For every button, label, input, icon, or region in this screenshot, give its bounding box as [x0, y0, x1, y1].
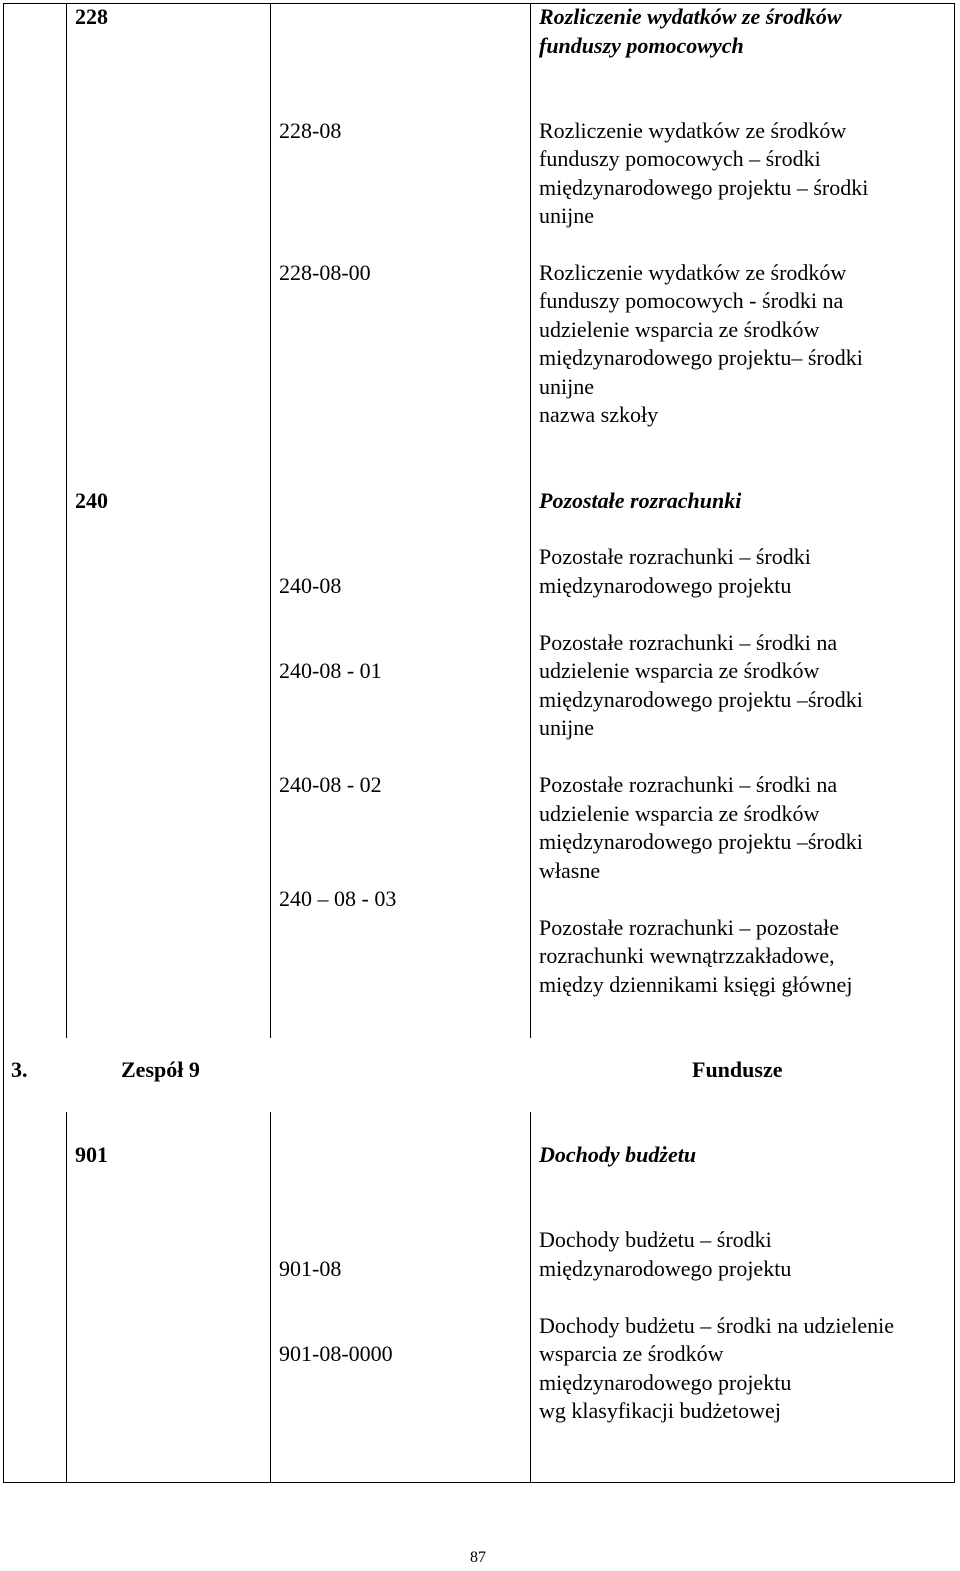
account-228-title-line-2: funduszy pomocowych	[539, 33, 744, 58]
col-divider-1-lower	[66, 1112, 67, 1483]
desc-901-08-0000-line-2: wsparcia ze środków	[539, 1341, 724, 1366]
desc-240-08-01-line-1: Pozostałe rozrachunki – środki na	[539, 630, 838, 655]
col-divider-1-upper	[66, 3, 67, 1038]
desc-228-08-line-4: unijne	[539, 203, 594, 228]
table-right-border	[954, 3, 955, 1483]
desc-901-08-0000-line-1: Dochody budżetu – środki na udzielenie	[539, 1313, 894, 1338]
col-divider-3-lower	[530, 1112, 531, 1483]
code-240-08: 240-08	[279, 573, 342, 598]
desc-240-08-line-1: Pozostałe rozrachunki – środki	[539, 544, 811, 569]
desc-901-08-line-2: międzynarodowego projektu	[539, 1256, 792, 1281]
code-901-08: 901-08	[279, 1256, 342, 1281]
code-901-08-0000: 901-08-0000	[279, 1341, 393, 1366]
page-number: 87	[470, 1549, 486, 1566]
desc-240-08-02-line-2: udzielenie wsparcia ze środków	[539, 801, 820, 826]
desc-228-08-line-3: międzynarodowego projektu – środki	[539, 175, 869, 200]
desc-901-08-0000-line-3: międzynarodowego projektu	[539, 1370, 792, 1395]
desc-240-08-01-line-2: udzielenie wsparcia ze środków	[539, 658, 820, 683]
desc-240-08-01-line-4: unijne	[539, 715, 594, 740]
code-240-08-03: 240 – 08 - 03	[279, 886, 397, 911]
desc-240-08-line-2: międzynarodowego projektu	[539, 573, 792, 598]
desc-240-08-03-line-2: rozrachunki wewnątrzzakładowe,	[539, 943, 835, 968]
desc-228-08-00-line-6: nazwa szkoły	[539, 402, 659, 427]
code-240-08-02: 240-08 - 02	[279, 772, 382, 797]
code-240-08-01: 240-08 - 01	[279, 658, 382, 683]
section-title: Fundusze	[692, 1057, 783, 1082]
desc-240-08-01-line-3: międzynarodowego projektu –środki	[539, 687, 863, 712]
desc-228-08-00-line-1: Rozliczenie wydatków ze środków	[539, 260, 847, 285]
desc-240-08-03-line-3: między dziennikami księgi głównej	[539, 972, 853, 997]
col-divider-3-upper	[530, 3, 531, 1038]
col-divider-2-lower	[270, 1112, 271, 1483]
table-left-border	[3, 3, 4, 1483]
account-240-title: Pozostałe rozrachunki	[539, 488, 742, 513]
account-240: 240	[75, 488, 108, 513]
section-team: Zespół 9	[121, 1057, 200, 1082]
section-number: 3.	[11, 1057, 28, 1082]
table-bottom-border	[3, 1482, 955, 1483]
desc-228-08-00-line-2: funduszy pomocowych - środki na	[539, 288, 844, 313]
code-228-08: 228-08	[279, 118, 342, 143]
desc-228-08-line-2: funduszy pomocowych – środki	[539, 146, 821, 171]
desc-228-08-00-line-4: międzynarodowego projektu– środki	[539, 345, 863, 370]
desc-901-08-0000-line-4: wg klasyfikacji budżetowej	[539, 1398, 781, 1423]
account-228: 228	[75, 4, 108, 29]
desc-240-08-02-line-1: Pozostałe rozrachunki – środki na	[539, 772, 838, 797]
account-901: 901	[75, 1142, 108, 1167]
desc-901-08-line-1: Dochody budżetu – środki	[539, 1227, 772, 1252]
account-901-title: Dochody budżetu	[539, 1142, 697, 1167]
code-228-08-00: 228-08-00	[279, 260, 371, 285]
desc-228-08-line-1: Rozliczenie wydatków ze środków	[539, 118, 847, 143]
desc-228-08-00-line-5: unijne	[539, 374, 594, 399]
desc-240-08-03-line-1: Pozostałe rozrachunki – pozostałe	[539, 915, 839, 940]
account-228-title-line-1: Rozliczenie wydatków ze środków	[539, 4, 842, 29]
desc-240-08-02-line-4: własne	[539, 858, 601, 883]
desc-240-08-02-line-3: międzynarodowego projektu –środki	[539, 829, 863, 854]
col-divider-2-upper	[270, 3, 271, 1038]
desc-228-08-00-line-3: udzielenie wsparcia ze środków	[539, 317, 820, 342]
